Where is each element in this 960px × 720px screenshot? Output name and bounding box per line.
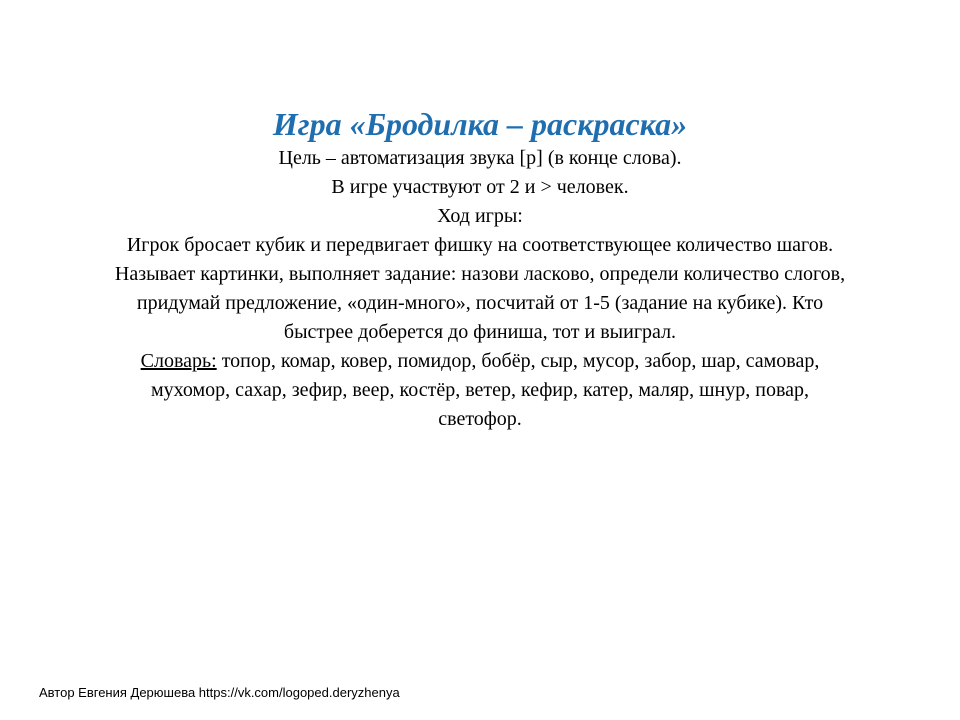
vocabulary-line-2: мухомор, сахар, зефир, веер, костёр, ветер, кефир, катер, маляр, шнур, повар, bbox=[150, 379, 810, 401]
course-line-3: придумай предложение, «один-много», посчитай от 1-5 (задание на кубике). Кто bbox=[136, 292, 824, 314]
vocabulary-line-3: светофор. bbox=[438, 408, 522, 430]
vocabulary-words-1: топор, комар, ковер, помидор, бобёр, сыр, мусор, забор, шар, самовар, bbox=[216, 350, 820, 372]
course-line-2: Называет картинки, выполняет задание: назови ласково, определи количество слогов, bbox=[114, 263, 846, 285]
course-line-4: быстрее доберется до финиша, тот и выиграл. bbox=[283, 321, 677, 343]
goal-line: Цель – автоматизация звука [р] (в конце слова). bbox=[278, 147, 682, 169]
slide-content bbox=[20, 104, 940, 434]
course-heading: Ход игры: bbox=[437, 205, 523, 227]
game-description bbox=[20, 144, 940, 434]
vocabulary-label: Словарь: bbox=[140, 350, 217, 372]
game-title: Игра «Бродилка – раскраска» bbox=[272, 106, 688, 142]
course-line-1: Игрок бросает кубик и передвигает фишку на соответствующее количество шагов. bbox=[126, 234, 834, 256]
participants-line: В игре участвуют от 2 и > человек. bbox=[331, 176, 629, 198]
vocabulary-line-1 bbox=[20, 347, 940, 376]
author-footer: Автор Евгения Дерюшева https://vk.com/logoped.deryzhenya bbox=[39, 685, 400, 700]
